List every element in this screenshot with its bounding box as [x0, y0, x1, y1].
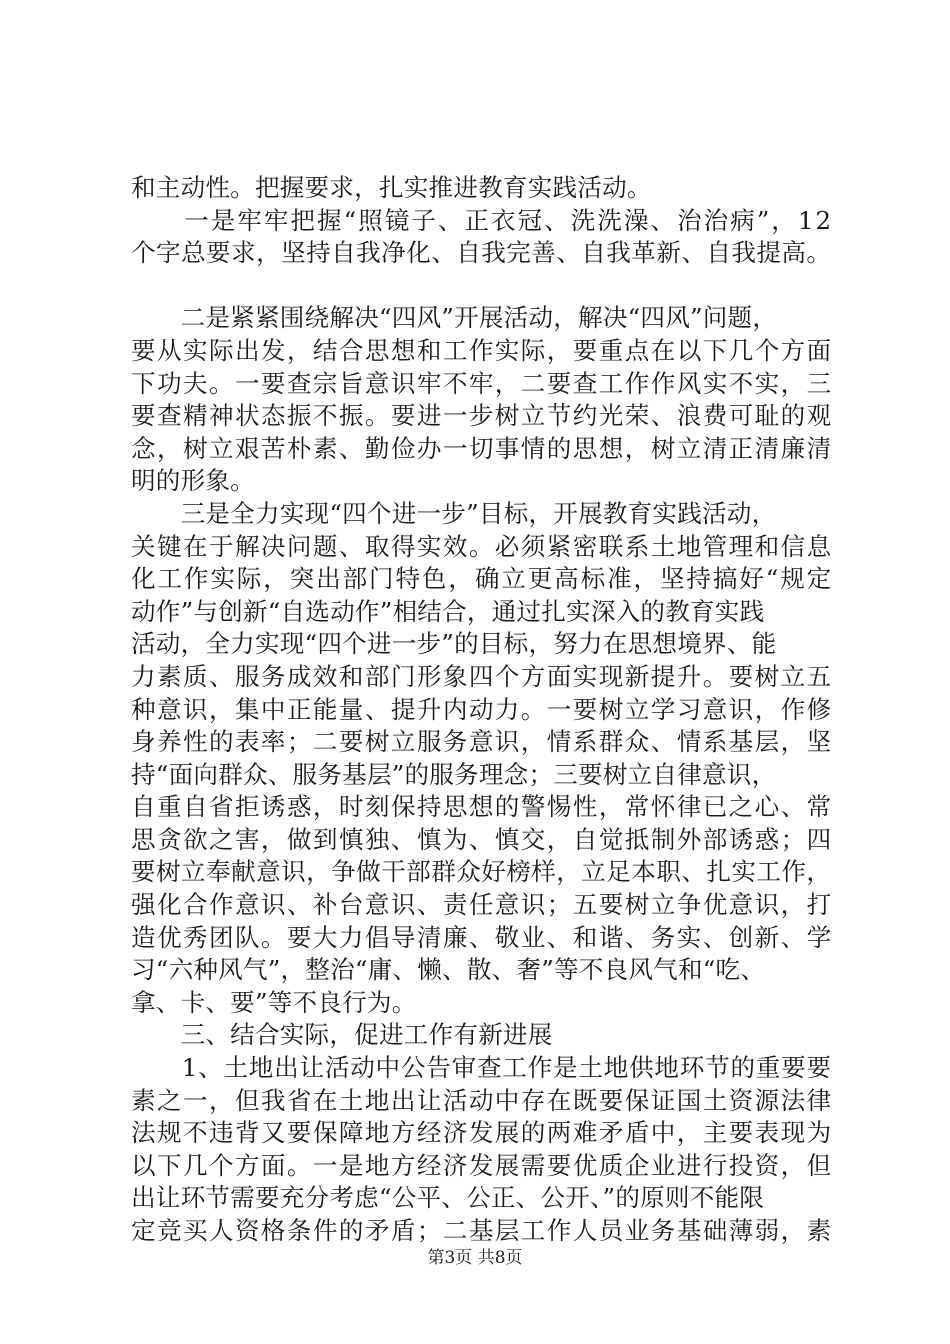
text-line: 念，树立艰苦朴素、勤俭办一切事情的思想，树立清正清廉清: [131, 433, 833, 463]
text-line: 1、土地出让活动中公告审查工作是土地供地环节的重要要: [131, 1053, 832, 1083]
text-line: 出让环节需要充分考虑“公平、公正、公开、”的原则不能限: [131, 1183, 765, 1213]
text-line: 定竞买人资格条件的矛盾；二基层工作人员业务基础薄弱，素: [131, 1216, 833, 1245]
document-body: [131, 172, 834, 1248]
text-line: 拿、卡、要”等不良行为。: [131, 987, 417, 1017]
text-line: 三、结合实际，促进工作有新进展: [131, 1020, 553, 1050]
text-line: 习“六种风气”，整治“庸、懒、散、奢”等不良风气和“吃、: [131, 955, 766, 985]
text-line: 以下几个方面。一是地方经济发展需要优质企业进行投资，但: [131, 1150, 833, 1180]
text-line: 一是牢牢把握“照镜子、正衣冠、洗洗澡、治治病”，12: [131, 205, 834, 235]
text-line: 思贪欲之害，做到慎独、慎为、慎交，自觉抵制外部诱惑；四: [131, 824, 833, 854]
text-line: 下功夫。一要查宗旨意识牢不牢，二要查工作作风实不实，三: [131, 368, 833, 398]
text-line: 动作”与创新“自选动作”相结合，通过扎实深入的教育实践: [131, 596, 765, 626]
text-line: 个字总要求，坚持自我净化、自我完善、自我革新、自我提高。: [131, 238, 832, 268]
text-line: 要查精神状态振不振。要进一步树立节约光荣、浪费可耻的观: [131, 401, 833, 431]
text-line: 三是全力实现“四个进一步”目标，开展教育实践活动，: [131, 498, 777, 528]
paragraph-gap: [131, 270, 831, 303]
text-line: 化工作实际，突出部门特色，确立更高标准，坚持搞好“规定: [131, 564, 834, 594]
text-line: 素之一，但我省在土地出让活动中存在既要保证国土资源法律: [131, 1085, 833, 1115]
text-line: 种意识，集中正能量、提升内动力。一要树立学习意识，作修: [131, 694, 833, 724]
text-line: 要从实际出发，结合思想和工作实际，要重点在以下几个方面: [131, 335, 833, 365]
text-line: 造优秀团队。要大力倡导清廉、敬业、和谐、务实、创新、学: [131, 922, 833, 952]
page-footer: 第3页 共8页: [427, 1248, 523, 1268]
text-line: 要树立奉献意识，争做干部群众好榜样，立足本职、扎实工作，: [131, 857, 832, 887]
text-line: 和主动性。把握要求，扎实推进教育实践活动。: [131, 173, 652, 202]
text-line: 活动，全力实现“四个进一步”的目标，努力在思想境界、能: [131, 629, 777, 659]
text-line: 身养性的表率；二要树立服务意识，情系群众、情系基层，坚: [131, 727, 833, 757]
text-line: 力素质、服务成效和部门形象四个方面实现新提升。要树立五: [131, 661, 833, 691]
text-line: 自重自省拒诱惑，时刻保持思想的警惕性，常怀律已之心、常: [131, 792, 833, 822]
text-line: 二是紧紧围绕解决“四风”开展活动，解决“四风”问题，: [131, 303, 778, 333]
text-line: 强化合作意识、补台意识、责任意识；五要树立争优意识，打: [131, 890, 833, 920]
text-line: 持“面向群众、服务基层”的服务理念；三要树立自律意识，: [131, 759, 777, 789]
text-line: 关键在于解决问题、取得实效。必须紧密联系土地管理和信息: [131, 531, 833, 561]
text-line: 法规不违背又要保障地方经济发展的两难矛盾中，主要表现为: [131, 1118, 833, 1148]
text-line: 明的形象。: [131, 466, 255, 496]
